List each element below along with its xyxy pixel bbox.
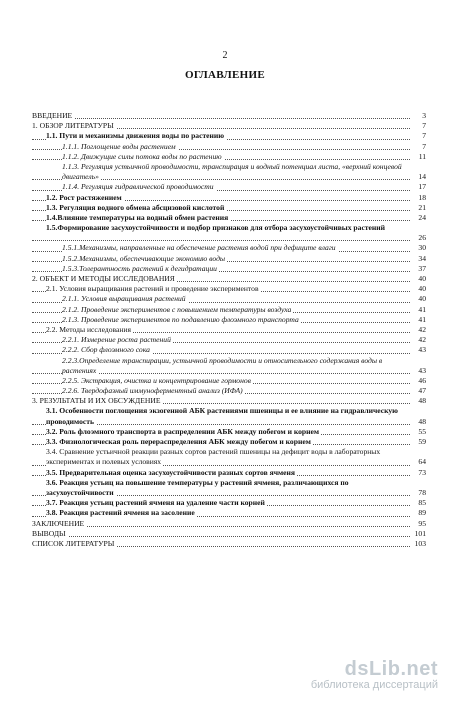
toc-entry [32, 325, 426, 335]
toc-entry [32, 142, 426, 152]
toc-entry-title: 3.5. Предварительная оценка засухоустойчивости разных сортов ячменя [46, 467, 296, 477]
table-of-contents [32, 111, 426, 549]
toc-entry [32, 193, 426, 203]
toc-entry-title: 1.5.Формирование засухоустойчивости и подбор признаков для отбора засухоустойчивых растений [46, 223, 386, 233]
toc-entry-title: 1.2. Рост растяжением [46, 192, 122, 202]
toc-entry [32, 162, 426, 182]
toc-entry-title: 2.1.3. Проведение экспериментов по подавлению флоэмного транспорта [62, 314, 299, 324]
toc-entry-page: 47 [418, 386, 426, 396]
toc-entry-page: 3 [422, 110, 426, 120]
toc-entry-title: 2.2.5. Экстракция, очистка и концентрирование гормонов [62, 375, 251, 385]
toc-entry [32, 243, 426, 253]
toc-entry-title: 3.6. Реакция устьиц на повышение температуры у растений ячменя, различающихся по засухоустойчивости [46, 477, 349, 498]
toc-entry [32, 254, 426, 264]
toc-entry-title: 1.1.4. Регуляция гидравлической проводимости [62, 182, 214, 192]
toc-entry-page: 21 [418, 202, 426, 212]
toc-entry-page: 89 [418, 508, 426, 518]
toc-entry [32, 335, 426, 345]
watermark-logo-text: dsLib.net [344, 658, 438, 680]
toc-entry-title: 3.7. Реакция устьиц растений ячменя на удаление части корней [46, 498, 265, 508]
toc-entry-page: 103 [414, 538, 426, 548]
toc-entry-page: 85 [418, 498, 426, 508]
toc-entry [32, 508, 426, 518]
toc-entry [32, 152, 426, 162]
toc-entry-page: 46 [418, 375, 426, 385]
toc-entry-page: 42 [418, 335, 426, 345]
dot-leader [32, 240, 410, 241]
toc-entry-title: 2. ОБЪЕКТ И МЕТОДЫ ИССЛЕДОВАНИЯ [32, 274, 175, 284]
toc-entry-page: 17 [418, 182, 426, 192]
toc-entry [32, 539, 426, 549]
toc-entry [32, 213, 426, 223]
toc-entry-title: 1.5.2.Механизмы, обеспечивающие экономию воды [62, 253, 226, 263]
toc-entry-page: 30 [418, 243, 426, 253]
toc-entry [32, 305, 426, 315]
toc-entry [32, 519, 426, 529]
toc-entry-page: 11 [418, 151, 426, 161]
watermark-logo [311, 658, 438, 691]
toc-entry [32, 386, 426, 396]
toc-entry-page: 7 [422, 141, 426, 151]
toc-entry [32, 203, 426, 213]
toc-entry [32, 274, 426, 284]
toc-entry-title: 3. РЕЗУЛЬТАТЫ И ИХ ОБСУЖДЕНИЕ [32, 396, 161, 406]
toc-entry-page: 59 [418, 437, 426, 447]
toc-entry-title: 2.2.3.Определение транспирации, устьичной проводимости и относительного содержания воды в растениях [62, 355, 383, 375]
toc-entry-page: 73 [418, 467, 426, 477]
toc-entry-page: 101 [414, 528, 426, 538]
toc-entry-title: 3.4. Сравнение устьичной реакции разных сортов растений пшеницы на дефицит воды в лабораторных экспериментах и полевых условиях [46, 447, 381, 467]
toc-entry-title: 1.1. Пути и механизмы движения воды по растению [46, 131, 225, 141]
toc-entry [32, 498, 426, 508]
toc-entry [32, 131, 426, 141]
toc-entry-page: 48 [418, 396, 426, 406]
toc-entry-page: 43 [418, 345, 426, 355]
toc-entry-page: 26 [418, 233, 426, 243]
toc-entry-page: 14 [418, 172, 426, 182]
toc-entry [32, 284, 426, 294]
toc-entry [32, 447, 426, 467]
toc-entry [32, 121, 426, 131]
toc-entry-title: ЗАКЛЮЧЕНИЕ [32, 518, 85, 528]
toc-entry [32, 264, 426, 274]
toc-entry-page: 42 [418, 324, 426, 334]
watermark-subtitle: библиотека диссертаций [310, 679, 438, 691]
toc-entry [32, 345, 426, 355]
toc-entry [32, 478, 426, 498]
toc-entry-page: 41 [418, 304, 426, 314]
toc-entry-title: 3.3. Физиологическая роль перераспределения АБК между побегом и корнем [46, 437, 311, 447]
toc-entry-title: 1.4.Влияние температуры на водный обмен растения [46, 212, 229, 222]
toc-entry-title: ВЫВОДЫ [32, 528, 66, 538]
toc-entry-page: 7 [422, 121, 426, 131]
toc-entry-title: 2.1.1. Условия выращивания растений [62, 294, 186, 304]
toc-entry-title: 1.1.3. Регуляция устьичной проводимости, транспирация и водный потенциал листа, «верхний концевой двигатель» [62, 161, 402, 182]
toc-entry [32, 427, 426, 437]
toc-entry [32, 468, 426, 478]
page-number: 2 [222, 50, 228, 61]
toc-entry-page: 18 [418, 192, 426, 202]
toc-entry [32, 315, 426, 325]
toc-entry [32, 396, 426, 406]
toc-entry-page: 40 [418, 274, 426, 284]
toc-entry-page: 24 [418, 212, 426, 222]
toc-entry-title: 2.2.6. Твердофазный иммуноферментный анализ (ИФА) [62, 386, 243, 396]
toc-entry-title: 3.2. Роль флоэмного транспорта в распределении АБК между побегом и корнем [46, 426, 320, 436]
toc-entry-page: 37 [418, 263, 426, 273]
toc-entry-page: 78 [418, 488, 426, 498]
toc-entry [32, 529, 426, 539]
toc-entry-title: 2.2.1. Измерение роста растений [62, 335, 171, 345]
toc-entry-page: 64 [418, 457, 426, 467]
toc-entry-title: СПИСОК ЛИТЕРАТУРЫ [32, 538, 115, 548]
toc-entry-title: 2.1.2. Проведение экспериментов с повышением температуры воздуха [62, 304, 292, 314]
toc-entry-page: 41 [418, 314, 426, 324]
toc-title: ОГЛАВЛЕНИЕ [185, 69, 265, 81]
toc-entry [32, 376, 426, 386]
toc-entry-page: 34 [418, 253, 426, 263]
toc-entry [32, 111, 426, 121]
toc-entry-title: 3.8. Реакция растений ячменя на засоление [46, 508, 195, 518]
toc-entry-title: 1.3. Регуляция водного обмена абсцизовой кислотой [46, 202, 225, 212]
toc-entry-page: 95 [418, 518, 426, 528]
toc-entry-title: 2.1. Условия выращивания растений и проведение экспериментов [46, 284, 259, 294]
toc-entry-title: 3.1. Особенности поглощения экзогенной АБК растениями пшеницы и ее влияние на гидравлическую проводимость [46, 406, 398, 426]
toc-entry [32, 294, 426, 304]
toc-entry-title: 2.2. Методы исследования [46, 324, 131, 334]
toc-entry-page: 7 [422, 131, 426, 141]
toc-entry-page: 43 [418, 365, 426, 375]
toc-entry [32, 406, 426, 426]
toc-entry-title: 1.1.2. Движущие силы потока воды по растению [62, 151, 222, 161]
toc-entry [32, 437, 426, 447]
toc-entry-page: 40 [418, 294, 426, 304]
toc-entry-title: 2.2.2. Сбор флоэмного сока [62, 345, 150, 355]
toc-entry-page: 40 [418, 284, 426, 294]
toc-entry-title: 1.1.1. Поглощение воды растением [62, 141, 176, 151]
toc-entry-title: 1.5.3.Толерантность растений к дегидратации [62, 263, 217, 273]
toc-entry-title: 1.5.1.Механизмы, направленные на обеспечение растения водой при дефиците влаги [62, 243, 336, 253]
toc-entry-title: ВВЕДЕНИЕ [32, 111, 73, 120]
toc-entry-title: 1. ОБЗОР ЛИТЕРАТУРЫ [32, 121, 114, 131]
toc-entry-page: 55 [418, 426, 426, 436]
toc-entry [32, 182, 426, 192]
toc-entry [32, 223, 426, 243]
toc-entry [32, 356, 426, 376]
toc-entry-page: 48 [418, 416, 426, 426]
